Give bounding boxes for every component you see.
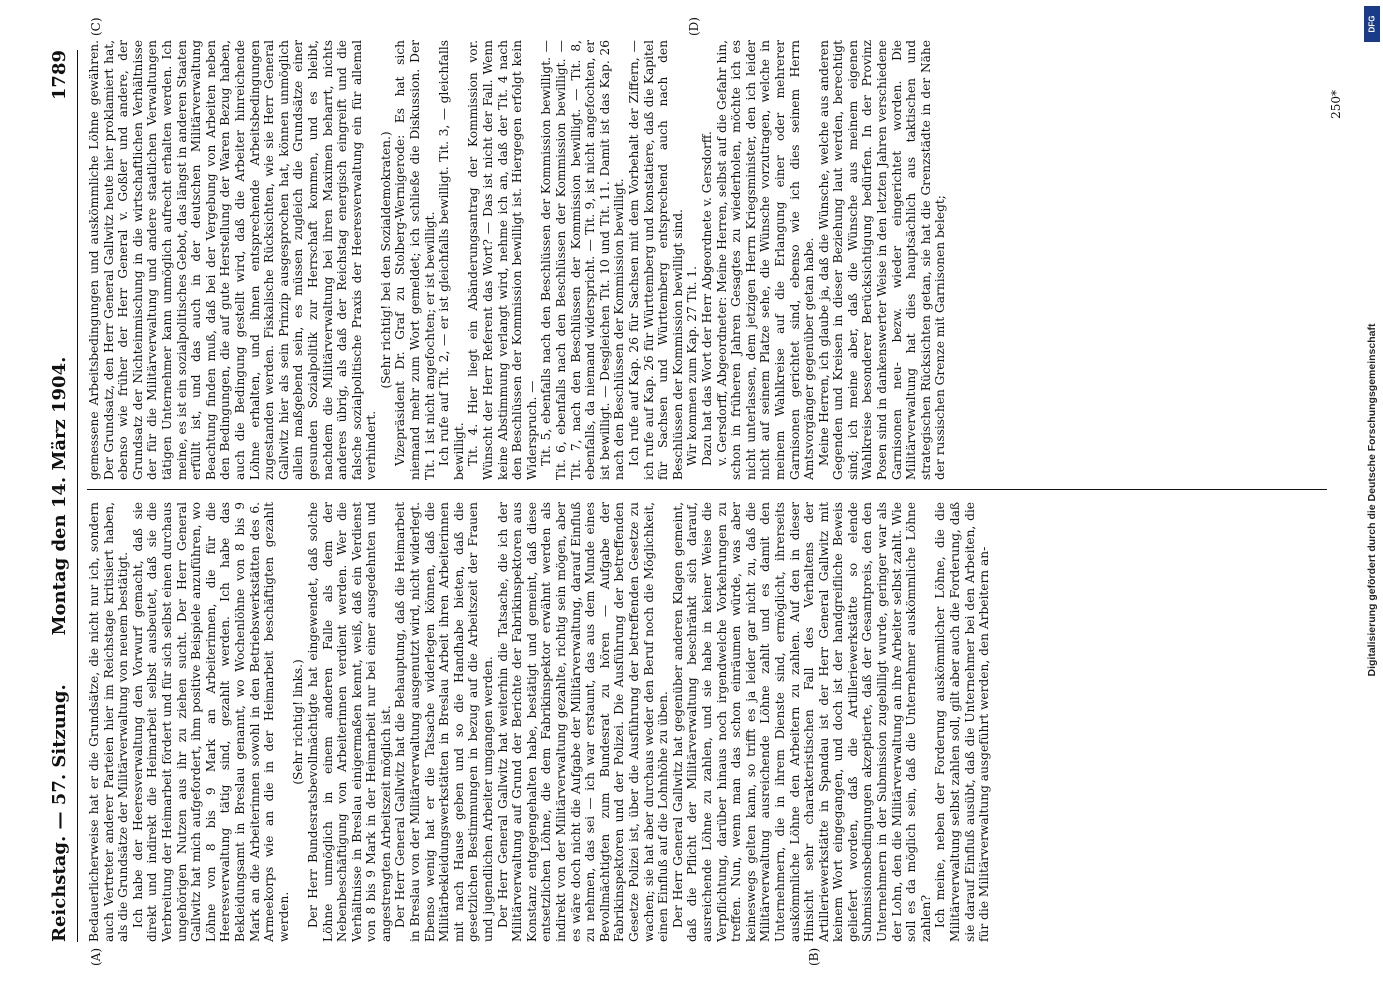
interjection: (Sehr richtig! bei den Sozialdemokraten.) — [378, 131, 393, 389]
left-column — [87, 502, 1327, 942]
paragraph: Der Herr General Gallwitz hat weiterhin die Tatsache, die ich der Militärverwaltung auf Grund der Berichte der Fabrikinspektoren aus Konstanz entgegengehalten habe, bestätigt und gemeint, daß diese entsetzlichen Löhne, die dem Fabrikinspektor erwähnt werden als indirekt von der Militärverwaltung gezahlte, richtig sein mögen, aber es wäre doch nicht die Aufgabe der Militärverwaltung, darauf Einfluß zu nehmen, das sei — ich war erstaunt, das aus dem Munde eines Bevollmächtigten zum Bundesrat zu hören — Aufgabe der Fabrikinspektoren und der Polizei. Die Ausführung der betreffenden Gesetze Polizei ist, über die Ausführung der betreffenden Gesetze zu wachen; sie hat aber durchaus weder den Beruf noch die Möglichkeit, einen Einfluß auf die Lohnhöhe zu üben. — [495, 502, 670, 942]
margin-marker-a: (A) — [88, 947, 103, 966]
newspaper-page — [27, 17, 1357, 980]
right-column — [87, 40, 1327, 480]
paragraph: Vizepräsident Dr. Graf zu Stolberg-Wernigerode: Es hat sich niemand mehr zum Wort gemeldet; ich schließe die Diskussion. Der Tit. 1 ist nicht angefochten; er ist bewilligt. — [392, 40, 437, 480]
paragraph: Der Herr General Gallwitz hat gegenüber anderen Klagen gemeint, daß die Pflicht der Militärverwaltung beschränkt sich darauf, ausreichende Löhne zu zahlen, und sie habe in keiner Weise die Verpflichtung, darüber hinaus noch irgendwelche Vorkehrungen zu treffen. Nun, wenn man das schon einräumen würde, was aber keineswegs gelten kann, so trifft es ja leider gar nicht zu, daß die Militärverwaltung ausreichende Löhne zahlt und es damit den Unternehmern, die in ihrem Dienste sind, ermöglicht, ihrerseits auskömmliche Löhne den Arbeitern zu zahlen. Auf den in dieser Hinsicht sehr charakteristischen Fall des Verhaltens der Artilleriewerkstätte in Spandau ist der Herr General Gallwitz mit keinem Wort eingegangen, und doch ist der handgreifliche Beweis geliefert worden, daß die Artilleriewerkstätte so elende Submissionsbedingungen akzeptierte, daß der Gesamtpreis, den den Unternehmern in der Submission zugebilligt wurde, geringer war als der Lohn, den die Militärverwaltung an ihre Arbeiter selbst zahlt. Wie soll es da möglich sein, daß die Unternehmer auskömmliche Löhne zahlen? — [670, 502, 933, 942]
paragraph: Der Herr General Gallwitz hat die Behauptung, daß die Heimarbeit in Breslau von der Militärverwaltung ausgenutzt wird, nicht widerlegt. Ebenso wenig hat er die Tatsache widerlegen können, daß die Militärbekleidungswerkstätten in Breslau Arbeit ihren Arbeiterinnen mit nach Hause geben und so die Handhabe bieten, daß die gesetzlichen Bestimmungen in bezug auf die Arbeitszeit der Frauen und jugendlichen Arbeiter umgangen werden. — [392, 502, 495, 942]
paragraph: gemessene Arbeitsbedingungen und auskömmliche Löhne gewähren. Der Grundsatz, den Herr General Gallwitz heute hier proklamiert hat, ebenso wie früher der Herr General v. Goßler und andere, der Grundsatz der Nichteinmischung in die wirtschaftlichen Verhältnisse der für die Militärverwaltung und andere staatlichen Verwaltungen tätigen Unternehmer kann unmöglich aufrecht erhalten werden. Ich meine, es ist ein sozialpolitisches Gebot, das längst in anderen Staaten erfüllt ist, und das auch in der deutschen Militärverwaltung Beachtung finden muß, daß bei der Vergebung von Arbeiten neben den Bedingungen, die auf gute Herstellung der Waren Bezug haben, auch die Bedingung gestellt wird, daß die Arbeiter hinreichende Löhne erhalten, und ihnen entsprechende Arbeitsbedingungen zugestanden werden. Fiskalische Rücksichten, wie sie Herr General Gallwitz hier als sein Prinzip ausgesprochen hat, können unmöglich allein maßgebend sein, es müssen zugleich die Grundsätze einer gesunden Sozialpolitik zur Herrschaft kommen, und es bleibt, nachdem die Militärverwaltung bei ihren Maximen beharrt, nichts anderes übrig, als daß der Reichstag energisch eingreift und die falsche sozialpolitische Praxis der Heeresverwaltung ein für allemal verhindert. — [86, 40, 378, 480]
dfg-logo: DFG — [1364, 6, 1380, 42]
sheet-signature: 250* — [1328, 90, 1343, 119]
page-header — [49, 50, 75, 942]
interjection: (Sehr richtig! links.) — [290, 659, 305, 785]
column-divider — [87, 489, 1327, 490]
paragraph: Wir kommen zum Kap. 27 Tit. 1. — [684, 266, 699, 466]
header-rule — [77, 50, 78, 942]
paragraph: Tit. 5, ebenfalls nach den Beschlüssen der Kommission bewilligt. — Tit. 6, ebenfalls nach den Beschlüssen der Kommission bewilligt. — Tit. 7, nach den Beschlüssen der Kommission bewilligt. — Tit. 8, ebenfalls, da niemand widerspricht. — Tit. 9, ist nicht angefochten, er ist bewilligt. — Desgleichen Tit. 10 und Tit. 11. Damit ist das Kap. 26 nach den Beschlüssen der Kommission bewilligt. — [538, 40, 626, 480]
paragraph: Ich rufe auf Tit. 2, — er ist gleichfalls bewilligt. Tit. 3, — gleichfalls bewilligt. — [436, 40, 466, 480]
margin-marker-d: (D) — [686, 17, 701, 36]
paragraph: Der Herr Bundesratsbevollmächtigte hat eingewendet, daß solche Löhne unmöglich in einem anderen Falle als dem der Nebenbeschäftigung von Arbeiterinnen verdient werden. Wer die Verhältnisse in Breslau einigermaßen kennt, weiß, daß ein Verdienst von 8 bis 9 Mark in der Heimarbeit nur bei einer ausgedehnten und angestrengten Arbeitszeit möglich ist. — [305, 502, 393, 942]
paragraph: Bedauerlicherweise hat er die Grundsätze, die nicht nur ich, sondern auch Vertreter anderer Parteien hier im Reichstage kritisiert haben, als die Grundsätze der Militärverwaltung von neuem bestätigt. — [86, 502, 130, 942]
paragraph: Meine Herren, ich glaube ja, daß die Wünsche, welche aus anderen Gegenden und Kreisen in dieser Beziehung laut werden, berechtigt sind; ich meine aber, daß die Wünsche aus meinem eigenen Wahlkreise besonderer Berücksichtigung bedürfen. In der Provinz Posen sind in dankenswerter Weise in den letzten Jahren verschiedene Garnisonen neu- bezw. wieder eingerichtet worden. Die Militärverwaltung hat dies hauptsächlich aus taktischen und strategischen Rücksichten getan, sie hat die Grenzstädte in der Nähe der russischen Grenze mit Garnisonen belegt; — [816, 40, 947, 480]
margin-marker-b: (B) — [806, 947, 821, 966]
paragraph: Dazu hat das Wort der Herr Abgeordnete v. Gersdorff. — [699, 131, 714, 466]
paragraph: Ich habe der Heeresverwaltung den Vorwurf gemacht, daß sie direkt und indirekt die Heimarbeit selbst ausbeutet, daß sie die Verbreitung der Heimarbeit fördert und für sich selbst einen durchaus ungehörigen Nutzen aus ihr zu ziehen sucht. Der Herr General Gallwitz hat mich aufgefordert, ihm positive Beispiele anzuführen, wo Löhne von 8 bis 9 Mark an Arbeiterinnen, die für die Heeresverwaltung tätig sind, gezahlt werden. Ich habe das Bekleidungsamt in Breslau genannt, wo Wochenlöhne von 8 bis 9 Mark an die Arbeiterinnen sowohl in den Betriebswerkstätten des 6. Armeekorps wie an die in der Heimarbeit beschäftigten gezahlt werden. — [130, 502, 291, 942]
margin-marker-c: (C) — [88, 17, 103, 36]
header-date: Montag den 14. März 1904. — [48, 356, 70, 636]
paragraph: Ich meine, neben der Forderung auskömmlicher Löhne, die die Militärverwaltung selbst zahlen soll, gilt aber auch die Forderung, daß sie darauf Einfluß ausübt, daß die Unternehmer bei den Arbeiten, die für die Militärverwaltung ausgeführt werden, den Arbeitern an- — [932, 502, 991, 942]
digitization-note: Digitalisierung gefördert durch die Deutsche Forschungsgemeinschaft — [1366, 323, 1378, 677]
paragraph: Ich rufe auf Kap. 26 für Sachsen mit dem Vorbehalt der Ziffern, — ich rufe auf Kap. 26 für Württemberg und konstatiere, daß die Kapitel für Sachsen und Württemberg entsprechend auch nach den Beschlüssen der Kommission bewilligt sind. — [626, 40, 685, 480]
header-page-number: 1789 — [48, 50, 70, 101]
paragraph: Tit. 4. Hier liegt ein Abänderungsantrag der Kommission vor. Wünscht der Herr Referent das Wort? — Das ist nicht der Fall. Wenn keine Abstimmung verlangt wird, nehme ich an, daß der Tit. 4 nach den Beschlüssen der Kommission bewilligt ist. Hiergegen erfolgt kein Widerspruch. — — [465, 40, 539, 480]
paragraph: v. Gersdorff, Abgeordneter: Meine Herren, selbst auf die Gefahr hin, schon in früheren Jahren Gesagtes zu wiederholen, möchte ich es nicht unterlassen, dem jetzigen Herrn Kriegsminister, den ich leider nicht auf seinem Platze sehe, die Wünsche vorzutragen, welche in meinem Wahlkreise auf die Erlangung einer oder mehrerer Garnisonen gerichtet sind, ebenso wie ich dies seinem Herrn Amtsvorgänger gegenüber getan habe. — [714, 40, 816, 480]
header-session: Reichstag. — 57. Sitzung. — [48, 684, 70, 942]
